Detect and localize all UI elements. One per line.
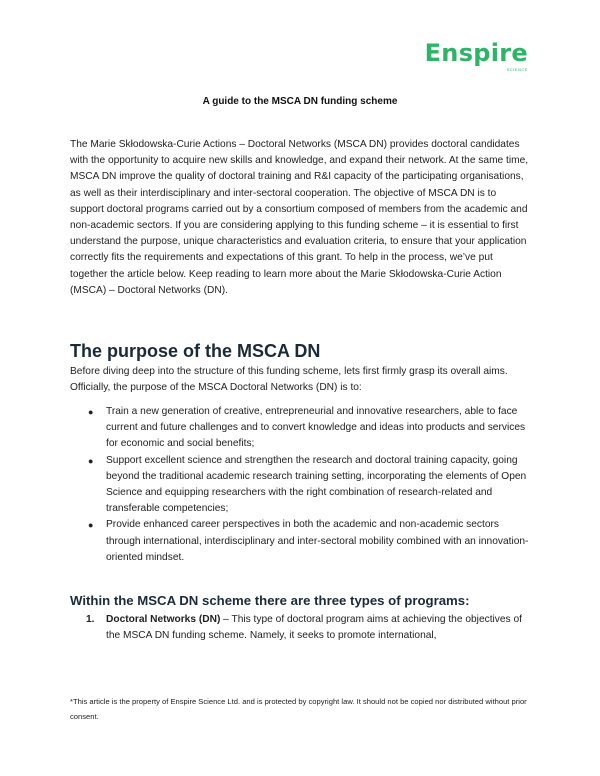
item-term: Doctoral Networks (DN) xyxy=(106,614,221,625)
list-item xyxy=(70,453,530,518)
bullet-text: Provide enhanced career perspectives in both the academic and non-academic sectors through international, interdisciplinary and inter-sectoral mobility combined with an innovation-oriented mindset. xyxy=(106,519,529,563)
item-text: – This type of doctoral program aims at achieving the objectives of the MSCA DN funding scheme. Namely, it seeks to promote international, xyxy=(106,614,522,642)
purpose-bullet-list xyxy=(70,404,530,566)
enspire-logo xyxy=(425,40,528,72)
bullet-icon: ● xyxy=(88,455,94,466)
logo-wordmark: Enspire xyxy=(424,39,528,67)
bullet-text: Support excellent science and strengthen the research and doctoral training capacity, going beyond the traditional academic research training setting, incorporating the elements of Open Science and equipping researchers with the right combination of research-related and transferable competencies; xyxy=(106,454,527,515)
numbered-list-item xyxy=(70,612,530,644)
bullet-icon: ● xyxy=(88,407,94,417)
purpose-paragraph: Before diving deep into the structure of this funding scheme, lets first firmly grasp its overall aims. Officially, the purpose of the MSCA Doctoral Networks (DN) is to: xyxy=(70,366,508,394)
intro-paragraph: The Marie Skłodowska-Curie Actions – Doctoral Networks (MSCA DN) provides doctoral candidates with the opportunity to acquire new skills and knowledge, and expand their network. At the same time, MSCA DN improve the quality of doctoral training and R&I capacity of the participating organisations, as well as their interdisciplinary and inter-sectoral cooperation. The objective of MSCA DN is to support doctoral programs carried out by a consortium composed of members from the academic and non-academic sectors. If you are considering applying to this funding scheme – it is essential to first understand the purpose, unique characteristics and evaluation criteria, to ensure that your application correctly fits the requirements and expectations of this grant. To help in the process, we’ve put together the article below. Keep reading to learn more about the Marie Skłodowska-Curie Action (MSCA) – Doctoral Networks (DN). xyxy=(70,139,529,296)
list-item xyxy=(70,517,530,566)
copyright-footnote: *This article is the property of Enspire Science Ltd. and is protected by copyright law. It should not be copied nor distributed without prior consent. xyxy=(70,697,527,721)
document-title: A guide to the MSCA DN funding scheme xyxy=(202,96,398,107)
bullet-icon: ● xyxy=(88,520,94,531)
section-heading-program-types: Within the MSCA DN scheme there are three types of programs: xyxy=(70,593,470,608)
section-heading-purpose: The purpose of the MSCA DN xyxy=(70,341,321,361)
logo-tagline: SCIENCE xyxy=(506,67,528,72)
bullet-text: Train a new generation of creative, entrepreneurial and innovative researchers, able to face current and future challenges and to convert knowledge and ideas into products and services for economic and social benefits; xyxy=(106,406,526,450)
item-number: 1. xyxy=(86,614,95,625)
list-item xyxy=(70,404,530,453)
